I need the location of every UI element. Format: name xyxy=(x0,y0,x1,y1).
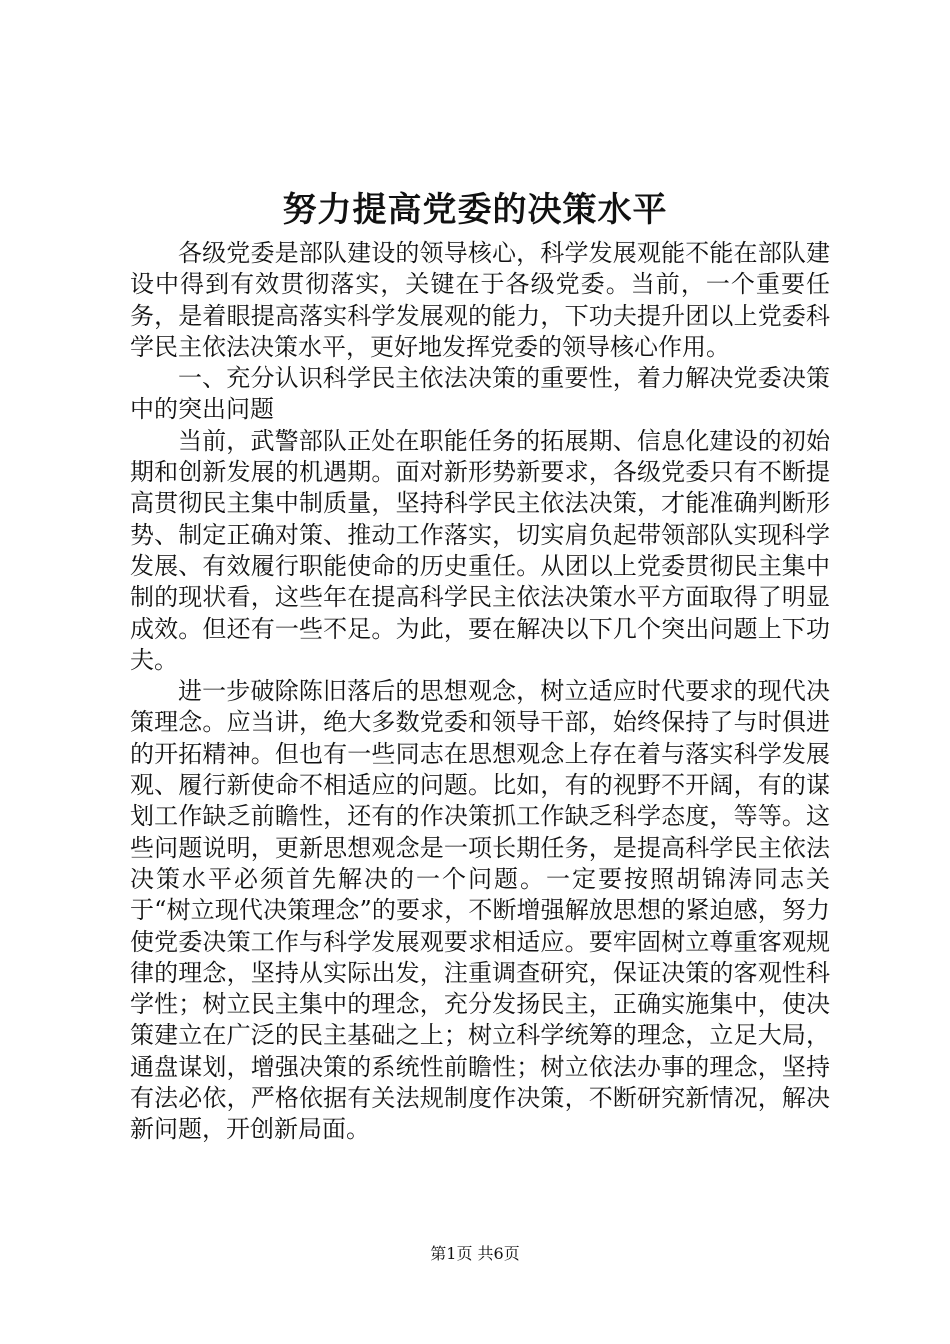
paragraph-decision-concepts: 进一步破除陈旧落后的思想观念，树立适应时代要求的现代决策理念。应当讲，绝大多数党委和领导干部，始终保持了与时俱进的开拓精神。但也有一些同志在思想观念上存在着与落实科学发展观、履行新使命不相适应的问题。比如，有的视野不开阔，有的谋划工作缺乏前瞻性，还有的作决策抓工作缺乏科学态度，等等。这些问题说明，更新思想观念是一项长期任务，是提高科学民主依法决策水平必须首先解决的一个问题。一定要按照胡锦涛同志关于“树立现代决策理念”的要求，不断增强解放思想的紧迫感，努力使党委决策工作与科学发展观要求相适应。要牢固树立尊重客观规律的理念，坚持从实际出发，注重调查研究，保证决策的客观性科学性；树立民主集中的理念，充分发扬民主，正确实施集中，使决策建立在广泛的民主基础之上；树立科学统筹的理念，立足大局，通盘谋划，增强决策的系统性前瞻性；树立依法办事的理念，坚持有法必依，严格依据有关法规制度作决策，不断研究新情况，解决新问题，开创新局面。 xyxy=(130,677,830,1144)
page-number-footer: 第1页 共6页 xyxy=(430,1244,520,1263)
paragraph-current-situation: 当前，武警部队正处在职能任务的拓展期、信息化建设的初始期和创新发展的机遇期。面对新形势新要求，各级党委只有不断提高贯彻民主集中制质量，坚持科学民主依法决策，才能准确判断形势、制定正确对策、推动工作落实，切实肩负起带领部队实现科学发展、有效履行职能使命的历史重任。从团以上党委贯彻民主集中制的现状看，这些年在提高科学民主依法决策水平方面取得了明显成效。但还有一些不足。为此，要在解决以下几个突出问题上下功夫。 xyxy=(130,426,830,674)
document-body xyxy=(130,238,830,1146)
paragraph-intro: 各级党委是部队建设的领导核心，科学发展观能不能在部队建设中得到有效贯彻落实，关键在于各级党委。当前，一个重要任务，是着眼提高落实科学发展观的能力，下功夫提升团以上党委科学民主依法决策水平，更好地发挥党委的领导核心作用。 xyxy=(130,239,830,361)
document-title: 努力提高党委的决策水平 xyxy=(282,190,668,230)
section-heading-1: 一、充分认识科学民主依法决策的重要性，着力解决党委决策中的突出问题 xyxy=(130,364,830,424)
